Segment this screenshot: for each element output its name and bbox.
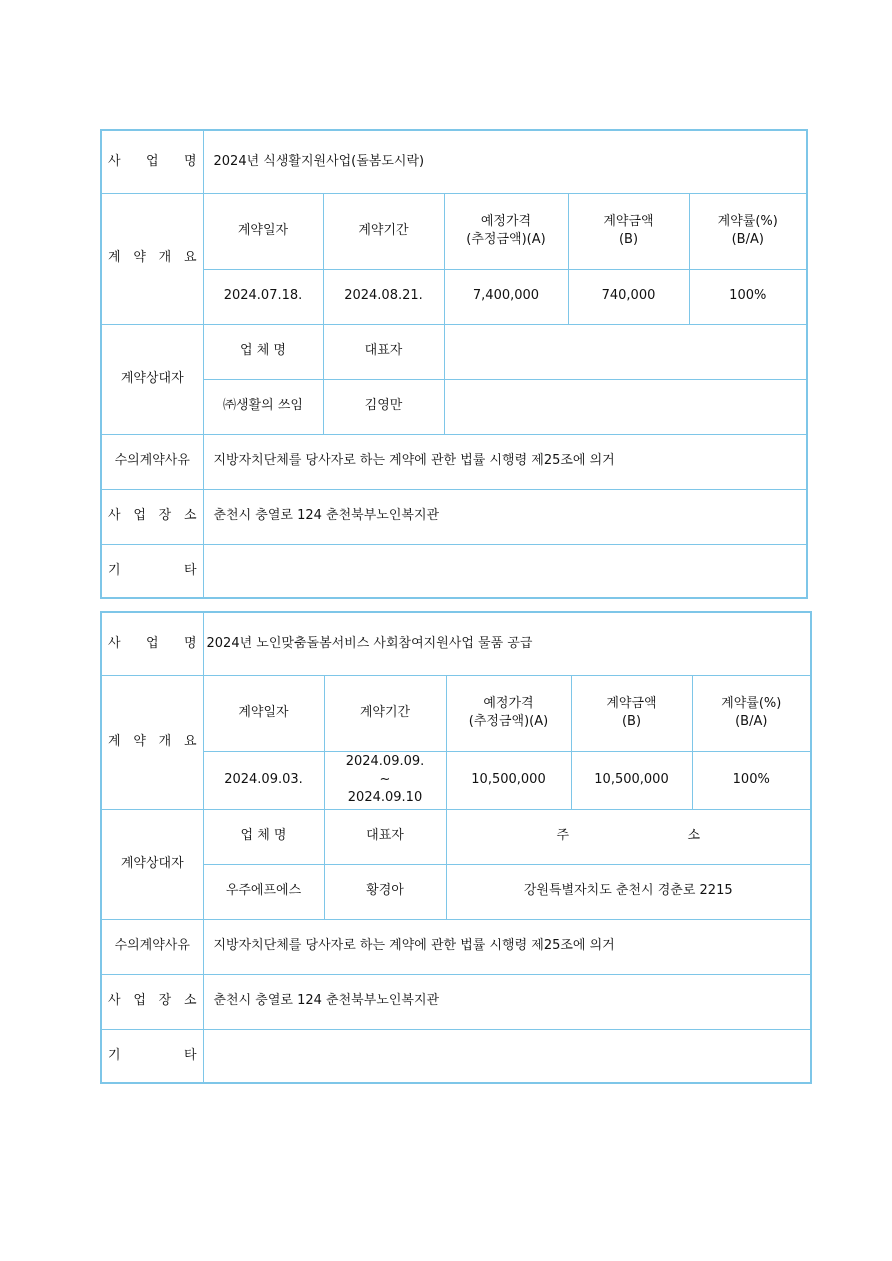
party-label: 계약상대자: [101, 324, 203, 434]
project-row: [101, 612, 811, 675]
value-estimated-price: 7,400,000: [444, 269, 568, 324]
header-contract-rate: 계약률(%) (B/A): [689, 193, 807, 269]
overview-header-row: [101, 675, 811, 751]
party-header-rep: 대표자: [324, 809, 446, 864]
location-row: [101, 974, 811, 1029]
value-contract-period: 2024.08.21.: [323, 269, 444, 324]
party-header-company: 업 체 명: [203, 809, 324, 864]
party-header-row: [101, 809, 811, 864]
party-rep: 김영만: [323, 379, 444, 434]
project-label: 사 업 명: [101, 130, 203, 193]
project-name: 2024년 식생활지원사업(돌봄도시락): [203, 130, 807, 193]
party-header-company: 업 체 명: [203, 324, 323, 379]
overview-label: 계 약 개 요: [101, 675, 203, 809]
party-header-row: [101, 324, 807, 379]
reason-row: [101, 919, 811, 974]
project-label: 사 업 명: [101, 612, 203, 675]
location-label: 사 업 장 소: [101, 489, 203, 544]
value-contract-date: 2024.07.18.: [203, 269, 323, 324]
contract-table-2: [100, 611, 812, 1084]
header-contract-date: 계약일자: [203, 675, 324, 751]
party-company: ㈜생활의 쓰임: [203, 379, 323, 434]
etc-text: [203, 1029, 811, 1083]
etc-row: [101, 1029, 811, 1083]
header-contract-period: 계약기간: [324, 675, 446, 751]
value-contract-amount: 740,000: [568, 269, 689, 324]
party-header-address: 주 소: [446, 809, 811, 864]
reason-label: 수의계약사유: [101, 434, 203, 489]
party-header-address: [444, 324, 807, 379]
location-label: 사 업 장 소: [101, 974, 203, 1029]
party-address: [444, 379, 807, 434]
party-label: 계약상대자: [101, 809, 203, 919]
overview-value-row: [101, 269, 807, 324]
header-contract-period: 계약기간: [323, 193, 444, 269]
etc-text: [203, 544, 807, 598]
etc-label: 기 타: [101, 544, 203, 598]
value-estimated-price: 10,500,000: [446, 751, 571, 809]
location-text: 춘천시 충열로 124 춘천북부노인복지관: [203, 974, 811, 1029]
reason-text: 지방자치단체를 당사자로 하는 계약에 관한 법률 시행령 제25조에 의거: [203, 919, 811, 974]
location-row: [101, 489, 807, 544]
party-address: 강원특별자치도 춘천시 경춘로 2215: [446, 864, 811, 919]
header-contract-rate: 계약률(%) (B/A): [692, 675, 811, 751]
etc-label: 기 타: [101, 1029, 203, 1083]
reason-label: 수의계약사유: [101, 919, 203, 974]
etc-row: [101, 544, 807, 598]
project-name: 2024년 노인맞춤돌봄서비스 사회참여지원사업 물품 공급: [203, 612, 811, 675]
party-company: 우주에프에스: [203, 864, 324, 919]
project-row: [101, 130, 807, 193]
reason-text: 지방자치단체를 당사자로 하는 계약에 관한 법률 시행령 제25조에 의거: [203, 434, 807, 489]
value-contract-rate: 100%: [692, 751, 811, 809]
overview-value-row: [101, 751, 811, 809]
header-contract-amount: 계약금액 (B): [568, 193, 689, 269]
header-estimated-price: 예정가격 (추정금액)(A): [444, 193, 568, 269]
party-header-rep: 대표자: [323, 324, 444, 379]
contract-table-1: [100, 129, 808, 599]
party-rep: 황경아: [324, 864, 446, 919]
value-contract-date: 2024.09.03.: [203, 751, 324, 809]
header-contract-amount: 계약금액 (B): [571, 675, 692, 751]
header-estimated-price: 예정가격 (추정금액)(A): [446, 675, 571, 751]
value-contract-period: 2024.09.09. ~ 2024.09.10: [324, 751, 446, 809]
value-contract-amount: 10,500,000: [571, 751, 692, 809]
party-value-row: [101, 864, 811, 919]
header-contract-date: 계약일자: [203, 193, 323, 269]
overview-header-row: [101, 193, 807, 269]
party-value-row: [101, 379, 807, 434]
location-text: 춘천시 충열로 124 춘천북부노인복지관: [203, 489, 807, 544]
value-contract-rate: 100%: [689, 269, 807, 324]
overview-label: 계 약 개 요: [101, 193, 203, 324]
reason-row: [101, 434, 807, 489]
